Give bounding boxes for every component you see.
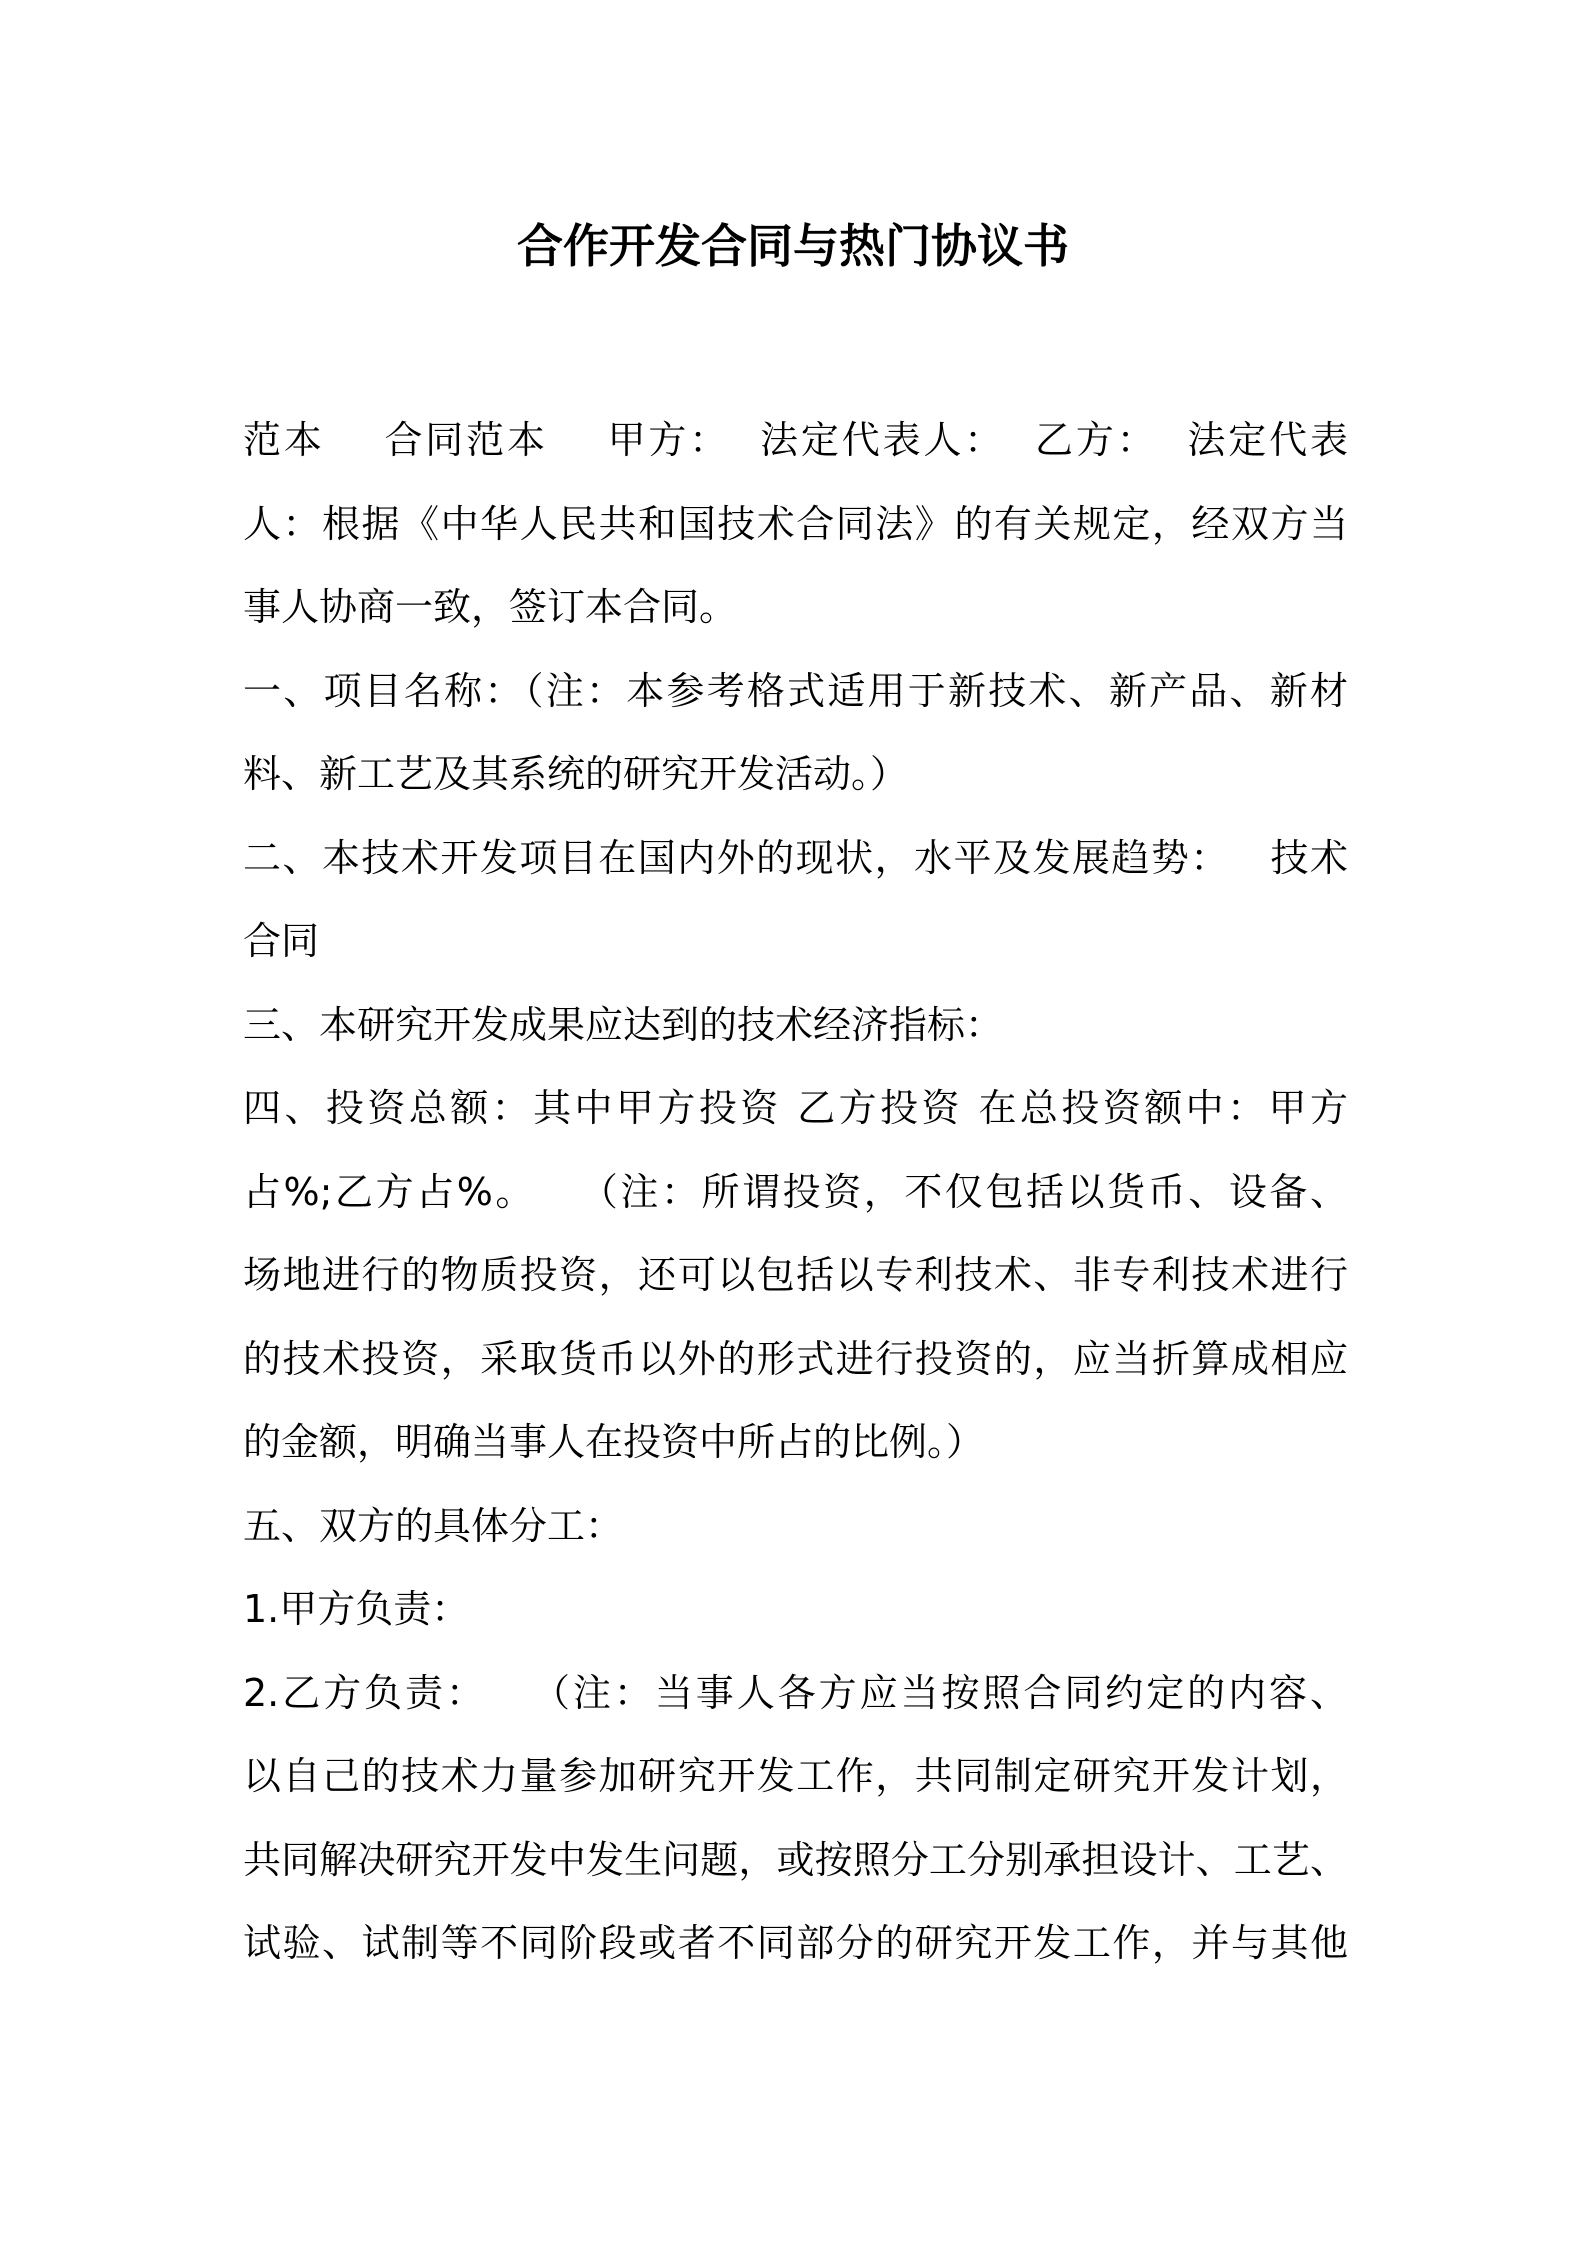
paragraph-line: 合同 xyxy=(243,919,320,963)
paragraph-line: 1.甲方负责： xyxy=(243,1587,470,1631)
paragraph-line: 2.乙方负责： （注：当事人各方应当按照合同约定的内容、 xyxy=(243,1670,1348,1715)
paragraph-line: 的技术投资，采取货币以外的形式进行投资的，应当折算成相应 xyxy=(243,1336,1348,1381)
paragraph-line: 占%;乙方占%。 （注：所谓投资，不仅包括以货币、设备、 xyxy=(243,1169,1348,1214)
document-title: 合作开发合同与热门协议书 xyxy=(517,219,1069,273)
document-body xyxy=(243,399,1348,1986)
paragraph-line: 五、双方的具体分工： xyxy=(243,1503,624,1548)
paragraph-line: 二、本技术开发项目在国内外的现状，水平及发展趋势： 技术 xyxy=(243,835,1348,880)
paragraph-line: 三、本研究开发成果应达到的技术经济指标： xyxy=(243,1002,1004,1047)
paragraph-line: 人：根据《中华人民共和国技术合同法》的有关规定，经双方当 xyxy=(243,501,1348,546)
paragraph-line: 范本 合同范本 甲方： 法定代表人： 乙方： 法定代表 xyxy=(243,418,1348,462)
paragraph-line: 试验、试制等不同阶段或者不同部分的研究开发工作，并与其他 xyxy=(243,1921,1348,1965)
paragraph-line: 料、新工艺及其系统的研究开发活动。） xyxy=(243,752,909,796)
paragraph-line: 以自己的技术力量参加研究开发工作，共同制定研究开发计划， xyxy=(243,1754,1348,1798)
paragraph-line: 的金额，明确当事人在投资中所占的比例。） xyxy=(243,1420,985,1464)
paragraph-line: 一、项目名称：（注：本参考格式适用于新技术、新产品、新材 xyxy=(243,668,1348,713)
paragraph-line: 事人协商一致，签订本合同。 xyxy=(243,585,738,629)
paragraph-line: 场地进行的物质投资，还可以包括以专利技术、非专利技术进行 xyxy=(243,1253,1348,1297)
paragraph-line: 共同解决研究开发中发生问题，或按照分工分别承担设计、工艺、 xyxy=(243,1837,1348,1882)
paragraph-line: 四、投资总额：其中甲方投资 乙方投资 在总投资额中：甲方 xyxy=(243,1086,1348,1130)
